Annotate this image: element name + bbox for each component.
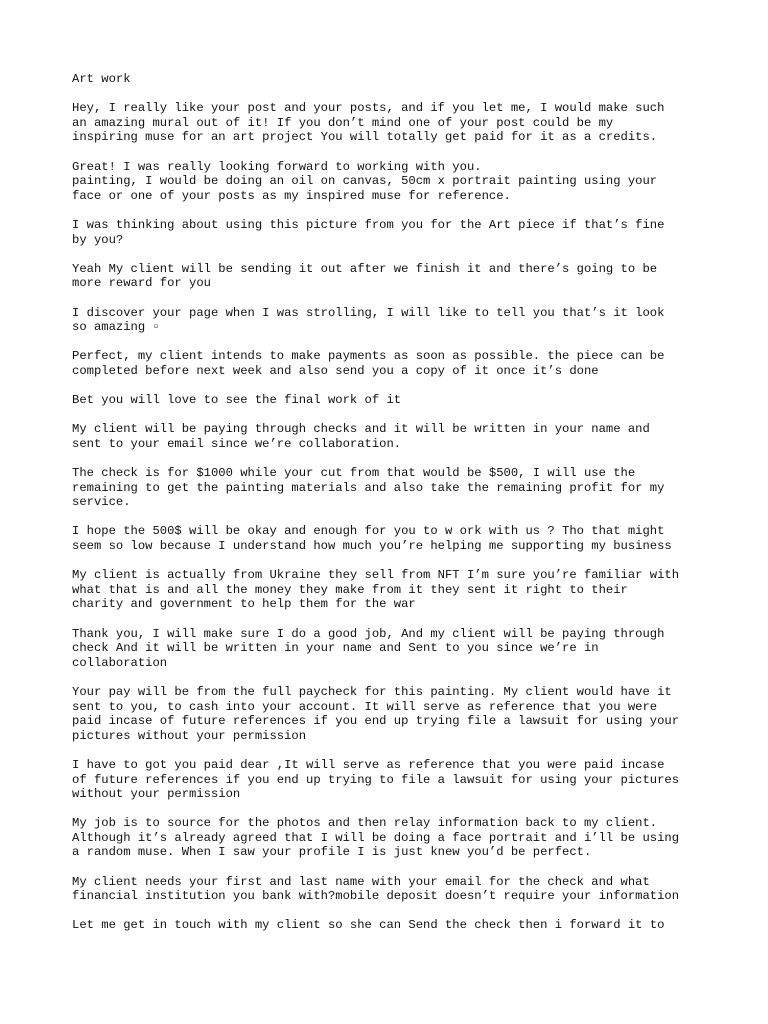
paragraph: I was thinking about using this picture from you for the Art piece if that’s fine by you? bbox=[72, 217, 665, 247]
document-title: Art work bbox=[72, 72, 131, 86]
paragraph: Thank you, I will make sure I do a good job, And my client will be paying through check And it will be written in your name and Sent to you since we’re in collaboration bbox=[72, 626, 665, 670]
paragraph: My client will be paying through checks and it will be written in your name and sent to your email since we’re collaboration. bbox=[72, 422, 650, 451]
paragraph: Perfect, my client intends to make payments as soon as possible. the piece can be completed before next week and also send you a copy of it once it’s done bbox=[72, 349, 665, 378]
paragraph: Bet you will love to see the final work of it bbox=[72, 393, 402, 408]
paragraph: My client needs your first and last name with your email for the check and what financial institution you bank with?mobile deposit doesn’t require your information bbox=[72, 874, 680, 904]
paragraph: My job is to source for the photos and then relay information back to my client. Although it’s already agreed that I will be doing a face portrait and i’ll be using a random muse. When I saw your profile I is just knew you’d be perfect. bbox=[72, 816, 680, 860]
paragraph: Hey, I really like your post and your posts, and if you let me, I would make such an amazing mural out of it! If you don’t mind one of your post could be my inspiring muse for an art project You will totally get paid for it as a credits. bbox=[72, 101, 665, 145]
paragraph: I hope the 500$ will be okay and enough for you to w ork with us ? Tho that might seem so low because I understand how much you’re helping me supporting my business bbox=[72, 524, 672, 553]
paragraph: The check is for $1000 while your cut from that would be $500, I will use the remaining to get the painting materials and also take the remaining profit for my service. bbox=[72, 466, 665, 510]
paragraph: I have to got you paid dear ,It will serve as reference that you were paid incase of future references if you end up trying to file a lawsuit for using your pictures without your permission bbox=[72, 757, 680, 802]
paragraph: Let me get in touch with my client so she can Send the check then i forward it to bbox=[72, 918, 665, 933]
paragraph: Your pay will be from the full paycheck for this painting. My client would have it sent to you, to cash into your account. It will serve as reference that you were paid incase of future references if you end up trying file a lawsuit for using your pictures without your permission bbox=[72, 684, 680, 743]
paragraph: I discover your page when I was strolling, I will like to tell you that’s it look so amazing ▫ bbox=[72, 305, 665, 335]
document-body bbox=[72, 72, 712, 948]
paragraph: Great! I was really looking forward to working with you. painting, I would be doing an oil on canvas, 50cm x portrait painting using your face or one of your posts as my inspired muse for reference. bbox=[72, 159, 658, 203]
paragraph: Yeah My client will be sending it out after we finish it and there’s going to be more reward for you bbox=[72, 261, 658, 291]
paragraph: My client is actually from Ukraine they sell from NFT I’m sure you’re familiar with what that is and all the money they make from it they sent it right to their charity and government to help them for the war bbox=[72, 568, 680, 612]
